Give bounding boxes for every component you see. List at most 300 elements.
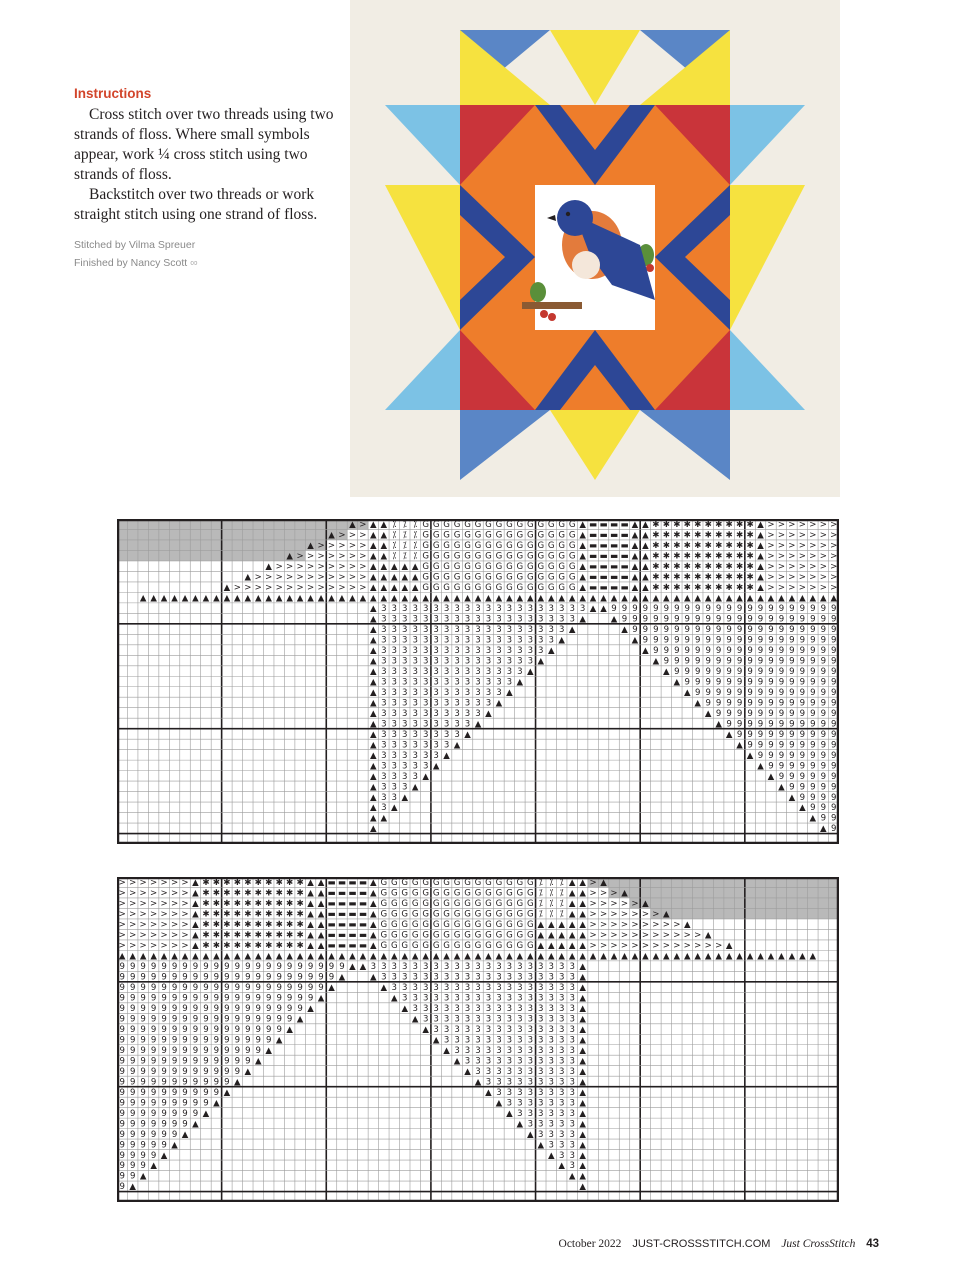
chart-symbol: 9 bbox=[129, 1035, 136, 1046]
chart-symbol: 9 bbox=[736, 635, 743, 646]
chart-symbol: > bbox=[348, 572, 357, 583]
chart-symbol: 9 bbox=[810, 740, 816, 751]
chart-symbol: ⁒ bbox=[549, 899, 554, 910]
chart-shaded-cell bbox=[682, 898, 692, 908]
chart-symbol: 9 bbox=[831, 824, 837, 835]
chart-symbol: 3 bbox=[402, 656, 408, 667]
chart-shaded-cell bbox=[818, 908, 828, 918]
chart-symbol: ▲ bbox=[663, 593, 670, 604]
chart-symbol: 9 bbox=[129, 1150, 136, 1161]
chart-symbol: 9 bbox=[768, 677, 774, 688]
chart-symbol: 9 bbox=[224, 993, 230, 1004]
chart-symbol: G bbox=[485, 541, 492, 552]
chart-symbol: 3 bbox=[527, 645, 534, 656]
chart-symbol: 9 bbox=[810, 698, 816, 709]
chart-symbol: ✱ bbox=[725, 572, 733, 583]
chart-symbol: ▲ bbox=[547, 930, 555, 941]
chart-symbol: 3 bbox=[422, 1014, 429, 1025]
chart-symbol: ✱ bbox=[202, 888, 210, 899]
chart-symbol: 3 bbox=[422, 677, 429, 688]
chart-symbol: ▬ bbox=[337, 878, 347, 889]
chart-symbol: 9 bbox=[234, 1045, 241, 1056]
chart-symbol: ▲ bbox=[516, 951, 524, 962]
chart-symbol: ▲ bbox=[663, 909, 670, 920]
chart-symbol: 3 bbox=[412, 656, 418, 667]
chart-symbol: ▲ bbox=[579, 572, 586, 583]
chart-symbol: ✱ bbox=[254, 941, 262, 952]
chart-symbol: G bbox=[474, 520, 482, 531]
chart-symbol: 3 bbox=[517, 614, 523, 625]
chart-symbol: ✱ bbox=[694, 551, 702, 562]
chart-symbol: 9 bbox=[318, 983, 324, 994]
chart-symbol: ▬ bbox=[358, 920, 367, 931]
chart-symbol: 3 bbox=[391, 666, 398, 677]
chart-symbol: ▲ bbox=[558, 941, 566, 952]
chart-symbol: 9 bbox=[757, 635, 764, 646]
chart-symbol: ▲ bbox=[317, 930, 325, 941]
chart-symbol: 9 bbox=[799, 625, 806, 636]
chart-symbol: 9 bbox=[757, 604, 764, 615]
chart-symbol: 9 bbox=[778, 677, 785, 688]
chart-symbol: ▲ bbox=[485, 1087, 492, 1098]
chart-symbol: G bbox=[453, 520, 461, 531]
chart-symbol: 3 bbox=[538, 1003, 544, 1014]
cross-stitch-chart-top bbox=[117, 519, 839, 844]
chart-symbol: G bbox=[558, 541, 566, 552]
chart-shaded-cell bbox=[776, 887, 786, 897]
chart-symbol: G bbox=[485, 562, 492, 573]
chart-symbol: > bbox=[819, 530, 827, 541]
chart-symbol: 9 bbox=[831, 687, 837, 698]
footer-date: October 2022 bbox=[558, 1238, 622, 1250]
chart-symbol: ▲ bbox=[380, 520, 388, 531]
chart-symbol: > bbox=[359, 583, 367, 594]
chart-symbol: > bbox=[118, 888, 126, 899]
chart-shaded-cell bbox=[211, 540, 221, 550]
chart-symbol: G bbox=[422, 551, 430, 562]
chart-symbol: G bbox=[516, 572, 524, 583]
chart-symbol: > bbox=[631, 920, 639, 931]
chart-shaded-cell bbox=[651, 898, 661, 908]
chart-symbol: G bbox=[422, 541, 430, 552]
chart-symbol: 9 bbox=[810, 750, 816, 761]
chart-symbol: 3 bbox=[412, 993, 418, 1004]
chart-symbol: ▬ bbox=[337, 899, 347, 910]
chart-symbol: 3 bbox=[506, 1056, 513, 1067]
chart-symbol: 3 bbox=[443, 1035, 450, 1046]
chart-symbol: ✱ bbox=[704, 551, 712, 562]
chart-symbol: 3 bbox=[517, 1108, 523, 1119]
chart-symbol: > bbox=[338, 530, 346, 541]
chart-symbol: > bbox=[265, 583, 273, 594]
chart-symbol: 3 bbox=[569, 1077, 575, 1088]
chart-symbol: 3 bbox=[496, 656, 502, 667]
chart-symbol: ✱ bbox=[683, 572, 691, 583]
chart-symbol: > bbox=[777, 572, 786, 583]
chart-symbol: G bbox=[464, 888, 471, 899]
chart-symbol: 9 bbox=[255, 972, 261, 983]
chart-symbol: 3 bbox=[464, 1045, 471, 1056]
chart-symbol: ▲ bbox=[370, 687, 377, 698]
chart-symbol: 3 bbox=[412, 698, 418, 709]
chart-symbol: > bbox=[317, 572, 325, 583]
chart-symbol: ▲ bbox=[432, 761, 440, 772]
chart-symbol: > bbox=[338, 551, 346, 562]
chart-symbol: 3 bbox=[548, 1024, 554, 1035]
chart-symbol: 9 bbox=[129, 1161, 136, 1172]
chart-symbol: 3 bbox=[454, 708, 460, 719]
chart-symbol: G bbox=[495, 941, 503, 952]
chart-symbol: 9 bbox=[213, 1024, 220, 1035]
chart-symbol: 9 bbox=[810, 708, 816, 719]
chart-symbol: ▲ bbox=[390, 803, 398, 814]
chart-symbol: G bbox=[506, 888, 513, 899]
chart-symbol: 3 bbox=[527, 1035, 534, 1046]
chart-symbol: 9 bbox=[203, 1098, 209, 1109]
chart-symbol: ✱ bbox=[725, 520, 733, 531]
chart-symbol: ▲ bbox=[516, 1119, 524, 1130]
chart-symbol: 9 bbox=[265, 1014, 272, 1025]
chart-symbol: 9 bbox=[171, 1077, 178, 1088]
chart-symbol: ▲ bbox=[244, 593, 252, 604]
chart-symbol: 9 bbox=[778, 771, 785, 782]
chart-symbol: 3 bbox=[527, 993, 534, 1004]
chart-symbol: 9 bbox=[192, 1087, 199, 1098]
chart-symbol: ▲ bbox=[370, 972, 377, 983]
chart-symbol: 3 bbox=[464, 1056, 471, 1067]
chart-symbol: ▲ bbox=[579, 1066, 586, 1077]
chart-symbol: ▲ bbox=[390, 572, 398, 583]
chart-symbol: ▲ bbox=[725, 951, 733, 962]
chart-symbol: ▲ bbox=[757, 593, 764, 604]
chart-symbol: ▲ bbox=[527, 593, 534, 604]
chart-symbol: 9 bbox=[150, 1108, 157, 1119]
chart-symbol: > bbox=[631, 909, 639, 920]
chart-symbol: 9 bbox=[736, 604, 743, 615]
chart-symbol: G bbox=[432, 520, 440, 531]
chart-symbol: ▲ bbox=[757, 572, 764, 583]
chart-symbol: 9 bbox=[642, 635, 649, 646]
chart-symbol: 3 bbox=[402, 740, 408, 751]
chart-symbol: G bbox=[526, 930, 534, 941]
chart-symbol: ▲ bbox=[568, 941, 576, 952]
chart-shaded-cell bbox=[787, 887, 797, 897]
chart-symbol: ✱ bbox=[275, 930, 283, 941]
chart-symbol: 3 bbox=[548, 1003, 554, 1014]
chart-symbol: 3 bbox=[548, 993, 554, 1004]
chart-symbol: 3 bbox=[538, 625, 544, 636]
chart-symbol: G bbox=[526, 551, 534, 562]
chart-symbol: ✱ bbox=[233, 899, 241, 910]
chart-symbol: ▲ bbox=[370, 645, 377, 656]
chart-symbol: ▲ bbox=[579, 888, 586, 899]
chart-symbol: ▲ bbox=[757, 551, 764, 562]
chart-symbol: G bbox=[485, 941, 492, 952]
chart-symbol: 3 bbox=[475, 993, 481, 1004]
chart-symbol: 3 bbox=[485, 666, 492, 677]
chart-symbol: G bbox=[495, 899, 503, 910]
chart-symbol: 9 bbox=[192, 972, 199, 983]
chart-symbol: 3 bbox=[391, 761, 398, 772]
chart-symbol: > bbox=[348, 530, 357, 541]
chart-shaded-cell bbox=[190, 550, 200, 560]
chart-symbol: G bbox=[568, 520, 576, 531]
chart-symbol: ▲ bbox=[317, 899, 325, 910]
chart-symbol: ▲ bbox=[286, 593, 293, 604]
chart-symbol: 9 bbox=[203, 993, 209, 1004]
chart-symbol: > bbox=[673, 941, 681, 952]
chart-symbol: ▬ bbox=[609, 530, 619, 541]
chart-symbol: ✱ bbox=[265, 930, 273, 941]
chart-symbol: 9 bbox=[245, 993, 251, 1004]
chart-symbol: 3 bbox=[433, 687, 439, 698]
chart-symbol: ▲ bbox=[683, 920, 691, 931]
chart-symbol: ▲ bbox=[631, 572, 639, 583]
chart-symbol: ▲ bbox=[234, 951, 241, 962]
chart-symbol: 9 bbox=[245, 1045, 251, 1056]
chart-symbol: 9 bbox=[757, 708, 764, 719]
chart-symbol: > bbox=[118, 909, 126, 920]
chart-symbol: 3 bbox=[391, 708, 398, 719]
chart-symbol: 3 bbox=[569, 1066, 575, 1077]
chart-symbol: 9 bbox=[161, 972, 167, 983]
chart-symbol: 3 bbox=[464, 698, 471, 709]
chart-symbol: 9 bbox=[297, 1003, 303, 1014]
chart-symbol: 3 bbox=[443, 677, 450, 688]
chart-symbol: 3 bbox=[485, 1014, 492, 1025]
chart-symbol: > bbox=[819, 520, 827, 531]
chart-symbol: 9 bbox=[820, 635, 827, 646]
chart-symbol: ▲ bbox=[579, 583, 586, 594]
chart-shaded-cell bbox=[138, 529, 148, 539]
chart-symbol: ▲ bbox=[192, 878, 199, 889]
chart-symbol: ▲ bbox=[830, 593, 838, 604]
chart-symbol: 9 bbox=[182, 1077, 188, 1088]
chart-symbol: 3 bbox=[569, 972, 575, 983]
chart-symbol: G bbox=[443, 562, 450, 573]
chart-symbol: ▲ bbox=[296, 951, 304, 962]
chart-symbol: ✱ bbox=[223, 941, 231, 952]
chart-symbol: 9 bbox=[150, 1056, 157, 1067]
chart-symbol: 3 bbox=[412, 761, 418, 772]
chart-symbol: ▬ bbox=[348, 899, 357, 910]
chart-symbol: 3 bbox=[454, 698, 460, 709]
chart-symbol: ✱ bbox=[265, 878, 273, 889]
chart-symbol: 3 bbox=[422, 635, 429, 646]
chart-symbol: 3 bbox=[485, 635, 492, 646]
chart-symbol: ▲ bbox=[589, 604, 597, 615]
chart-symbol: > bbox=[286, 562, 294, 573]
chart-symbol: > bbox=[589, 909, 597, 920]
chart-symbol: ✱ bbox=[652, 551, 660, 562]
chart-symbol: ▲ bbox=[631, 593, 639, 604]
chart-symbol: 9 bbox=[307, 962, 314, 973]
chart-shaded-cell bbox=[190, 529, 200, 539]
chart-shaded-cell bbox=[201, 540, 211, 550]
footer-magazine: Just CrossStitch bbox=[781, 1238, 856, 1250]
chart-symbol: ▲ bbox=[265, 951, 273, 962]
chart-symbol: G bbox=[432, 551, 440, 562]
chart-symbol: ▲ bbox=[202, 951, 210, 962]
chart-symbol: ✱ bbox=[296, 888, 304, 899]
chart-symbol: 3 bbox=[412, 750, 418, 761]
chart-symbol: 9 bbox=[192, 1056, 199, 1067]
chart-symbol: ✱ bbox=[275, 878, 283, 889]
chart-symbol: ✱ bbox=[265, 941, 273, 952]
chart-symbol: > bbox=[767, 572, 775, 583]
chart-symbol: 9 bbox=[119, 1150, 125, 1161]
chart-symbol: 3 bbox=[475, 1045, 481, 1056]
instructions-heading: Instructions bbox=[74, 86, 152, 101]
chart-symbol: ▲ bbox=[579, 962, 586, 973]
chart-symbol: 9 bbox=[150, 1150, 157, 1161]
chart-symbol: 3 bbox=[454, 983, 460, 994]
chart-symbol: 3 bbox=[538, 1014, 544, 1025]
chart-symbol: ▲ bbox=[579, 1119, 586, 1130]
chart-symbol: ▲ bbox=[547, 941, 555, 952]
chart-symbol: 9 bbox=[757, 719, 764, 730]
chart-symbol: ▲ bbox=[694, 593, 702, 604]
chart-shaded-cell bbox=[787, 908, 797, 918]
chart-symbol: 9 bbox=[695, 635, 701, 646]
chart-symbol: ▲ bbox=[370, 698, 377, 709]
chart-symbol: 9 bbox=[757, 698, 764, 709]
chart-symbol: > bbox=[275, 572, 283, 583]
chart-symbol: ▬ bbox=[599, 572, 608, 583]
chart-symbol: 9 bbox=[810, 803, 816, 814]
chart-symbol: 9 bbox=[224, 1014, 230, 1025]
chart-symbol: ▲ bbox=[432, 1035, 440, 1046]
chart-symbol: ▲ bbox=[370, 729, 377, 740]
chart-symbol: 9 bbox=[119, 1035, 125, 1046]
chart-symbol: G bbox=[526, 878, 534, 889]
chart-symbol: 9 bbox=[140, 1024, 146, 1035]
chart-symbol: 3 bbox=[548, 604, 554, 615]
chart-symbol: ✱ bbox=[212, 888, 221, 899]
chart-symbol: 9 bbox=[747, 645, 753, 656]
chart-symbol: ✱ bbox=[673, 551, 681, 562]
chart-symbol: > bbox=[338, 541, 346, 552]
chart-symbol: ✱ bbox=[704, 520, 712, 531]
chart-symbol: 3 bbox=[569, 1140, 575, 1151]
chart-symbol: ▲ bbox=[181, 593, 189, 604]
chart-symbol: ▲ bbox=[527, 1129, 534, 1140]
chart-symbol: 3 bbox=[506, 656, 513, 667]
chart-symbol: 3 bbox=[402, 972, 408, 983]
chart-symbol: 9 bbox=[674, 645, 680, 656]
chart-symbol: 9 bbox=[747, 604, 753, 615]
chart-symbol: ▲ bbox=[506, 593, 513, 604]
chart-symbol: 9 bbox=[286, 1014, 293, 1025]
chart-symbol: ▲ bbox=[370, 572, 377, 583]
chart-symbol: 3 bbox=[422, 740, 429, 751]
chart-symbol: > bbox=[767, 530, 775, 541]
chart-symbol: ⁒ bbox=[413, 530, 418, 541]
chart-symbol: G bbox=[432, 930, 440, 941]
chart-symbol: 3 bbox=[443, 1024, 450, 1035]
chart-symbol: 3 bbox=[391, 750, 398, 761]
chart-symbol: ▲ bbox=[600, 593, 607, 604]
chart-symbol: ▲ bbox=[370, 930, 377, 941]
chart-symbol: 3 bbox=[412, 708, 418, 719]
chart-symbol: 3 bbox=[391, 604, 398, 615]
chart-symbol: > bbox=[662, 920, 670, 931]
chart-symbol: ▲ bbox=[317, 888, 325, 899]
chart-symbol: ⁒ bbox=[402, 551, 407, 562]
chart-symbol: G bbox=[453, 530, 461, 541]
chart-symbol: 9 bbox=[182, 1119, 188, 1130]
chart-symbol: 3 bbox=[558, 1098, 565, 1109]
chart-symbol: 9 bbox=[276, 1014, 282, 1025]
chart-symbol: G bbox=[506, 941, 513, 952]
chart-symbol: 9 bbox=[768, 614, 774, 625]
chart-symbol: 3 bbox=[506, 1066, 513, 1077]
chart-symbol: ▲ bbox=[642, 593, 649, 604]
chart-symbol: 3 bbox=[412, 719, 418, 730]
chart-symbol: 3 bbox=[464, 1014, 471, 1025]
chart-symbol: > bbox=[160, 878, 168, 889]
chart-symbol: 9 bbox=[140, 1129, 146, 1140]
chart-symbol: 3 bbox=[506, 1098, 513, 1109]
chart-symbol: 3 bbox=[433, 750, 439, 761]
chart-symbol: ▲ bbox=[757, 530, 764, 541]
chart-symbol: ▲ bbox=[370, 909, 377, 920]
chart-symbol: ▲ bbox=[663, 951, 670, 962]
chart-symbol: > bbox=[296, 572, 304, 583]
chart-symbol: ▲ bbox=[579, 1014, 586, 1025]
chart-symbol: G bbox=[558, 583, 566, 594]
chart-symbol: 9 bbox=[789, 771, 795, 782]
chart-symbol: ✱ bbox=[746, 520, 754, 531]
chart-symbol: ▲ bbox=[568, 888, 576, 899]
chart-symbol: 3 bbox=[517, 1024, 523, 1035]
chart-symbol: G bbox=[422, 941, 430, 952]
chart-symbol: 9 bbox=[150, 983, 157, 994]
chart-symbol: ⁒ bbox=[549, 888, 554, 899]
chart-symbol: ⁒ bbox=[413, 520, 418, 531]
chart-symbol: > bbox=[306, 562, 315, 573]
chart-shaded-cell bbox=[159, 529, 169, 539]
chart-symbol: ▲ bbox=[380, 583, 388, 594]
chart-shaded-cell bbox=[703, 898, 713, 908]
chart-symbol: 3 bbox=[485, 645, 492, 656]
chart-symbol: 9 bbox=[276, 1024, 282, 1035]
chart-symbol: 9 bbox=[778, 719, 785, 730]
chart-symbol: 9 bbox=[224, 1077, 230, 1088]
quilt-star-artwork bbox=[350, 0, 840, 497]
chart-symbol: G bbox=[453, 572, 461, 583]
chart-symbol: 9 bbox=[611, 604, 617, 615]
chart-symbol: ▲ bbox=[370, 888, 377, 899]
chart-symbol: 3 bbox=[485, 983, 492, 994]
chart-symbol: 3 bbox=[454, 972, 460, 983]
chart-symbol: 3 bbox=[381, 698, 387, 709]
chart-symbol: G bbox=[568, 530, 576, 541]
chart-symbol: 9 bbox=[265, 962, 272, 973]
chart-symbol: 3 bbox=[496, 645, 502, 656]
chart-symbol: 9 bbox=[171, 1014, 178, 1025]
chart-symbol: 3 bbox=[558, 1056, 565, 1067]
chart-shaded-cell bbox=[148, 529, 158, 539]
chart-symbol: 3 bbox=[527, 1045, 534, 1056]
chart-shaded-cell bbox=[263, 529, 273, 539]
chart-shaded-cell bbox=[190, 540, 200, 550]
chart-shaded-cell bbox=[243, 550, 253, 560]
chart-symbol: 3 bbox=[402, 677, 408, 688]
chart-symbol: 3 bbox=[433, 740, 439, 751]
chart-symbol: G bbox=[547, 562, 555, 573]
chart-symbol: ▲ bbox=[558, 930, 566, 941]
